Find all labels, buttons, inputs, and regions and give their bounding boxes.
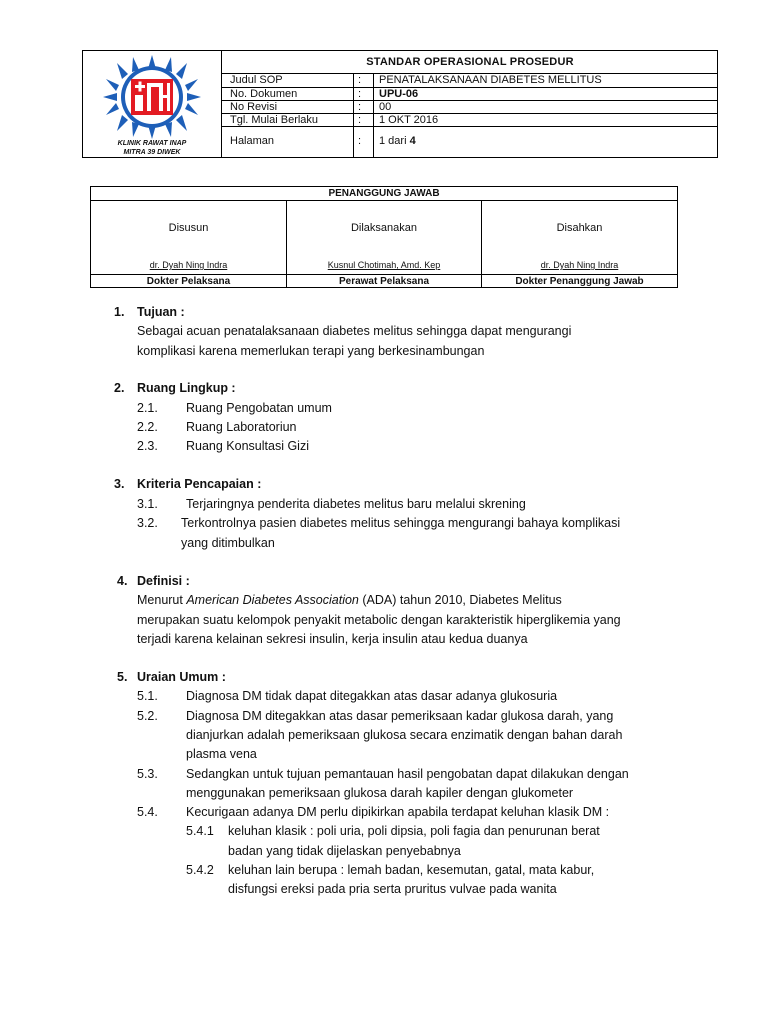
subitem-text: badan yang tidak dijelaskan penyebabnya bbox=[228, 844, 461, 858]
section-number: 2. bbox=[114, 381, 125, 395]
item-text: Kecurigaan adanya DM perlu dipikirkan apabila terdapat keluhan klasik DM : bbox=[186, 805, 610, 819]
section-title-uraian: Uraian Umum : bbox=[137, 670, 226, 684]
item-text: Diagnosa DM tidak dapat ditegakkan atas dasar adanya glukosuria bbox=[186, 689, 558, 703]
item-number: 5.1. bbox=[137, 689, 158, 703]
section-number: 1. bbox=[114, 305, 125, 319]
subitem-text: keluhan klasik : poli uria, poli dipsia, poli fagia dan penurunan berat bbox=[228, 824, 600, 838]
sop-header bbox=[82, 50, 718, 158]
divider bbox=[373, 74, 374, 157]
pj-name: dr. Dyah Ning Indra bbox=[149, 260, 228, 270]
subitem-number: 5.4.2 bbox=[186, 863, 214, 877]
text-run: Menurut bbox=[137, 593, 187, 607]
subitem-number: 5.4.1 bbox=[186, 824, 214, 838]
item-number: 2.2. bbox=[137, 420, 158, 434]
row-colon: : bbox=[358, 88, 362, 100]
text-run: (ADA) tahun 2010, Diabetes Melitus bbox=[358, 593, 562, 607]
section-title-kriteria: Kriteria Pencapaian : bbox=[137, 477, 262, 491]
subitem-text: keluhan lain berupa : lemah badan, kesemutan, gatal, mata kabur, bbox=[228, 863, 595, 877]
item-text: plasma vena bbox=[186, 747, 257, 761]
row-value: UPU-06 bbox=[379, 88, 419, 100]
item-number: 3.1. bbox=[137, 497, 158, 511]
item-text: Terkontrolnya pasien diabetes melitus sehingga mengurangi bahaya komplikasi bbox=[181, 516, 621, 530]
section-title-definisi: Definisi : bbox=[137, 574, 190, 588]
pj-name: dr. Dyah Ning Indra bbox=[540, 260, 619, 270]
pj-role: Disahkan bbox=[556, 222, 603, 234]
divider bbox=[353, 74, 354, 157]
row-value: 00 bbox=[379, 101, 392, 113]
section-title-ruang-lingkup: Ruang Lingkup : bbox=[137, 381, 236, 395]
row-value: PENATALAKSANAAN DIABETES MELLITUS bbox=[379, 74, 602, 86]
row-label: Tgl. Mulai Berlaku bbox=[230, 114, 319, 126]
pj-heading: PENANGGUNG JAWAB bbox=[91, 187, 677, 201]
row-colon: : bbox=[358, 135, 362, 147]
section-title-tujuan: Tujuan : bbox=[137, 305, 185, 319]
pj-footer: Dokter Pelaksana bbox=[146, 276, 231, 287]
logo-caption-2: MITRA 39 DIWEK bbox=[123, 149, 181, 156]
header-row-judul bbox=[222, 74, 718, 88]
row-colon: : bbox=[358, 74, 362, 86]
item-number: 5.3. bbox=[137, 767, 158, 781]
section-number: 5. bbox=[117, 670, 128, 684]
pj-col-dilaksanakan bbox=[287, 200, 481, 274]
item-text: Ruang Pengobatan umum bbox=[186, 401, 332, 415]
header-row-tanggal bbox=[222, 114, 718, 127]
pj-col-disusun bbox=[91, 200, 286, 274]
item-number: 5.2. bbox=[137, 709, 158, 723]
pj-footer: Perawat Pelaksana bbox=[338, 276, 430, 287]
row-value bbox=[379, 135, 416, 147]
item-number: 5.4. bbox=[137, 805, 158, 819]
item-text: Sedangkan untuk tujuan pemantauan hasil pengobatan dapat dilakukan dengan bbox=[186, 767, 629, 781]
header-row-revisi bbox=[222, 101, 718, 114]
item-text: Ruang Laboratoriun bbox=[186, 420, 297, 434]
item-text-cont: yang ditimbulkan bbox=[181, 536, 275, 550]
row-colon: : bbox=[358, 101, 362, 113]
item-text: Ruang Konsultasi Gizi bbox=[186, 439, 309, 453]
pj-role: Dilaksanakan bbox=[350, 222, 418, 234]
item-number: 2.1. bbox=[137, 401, 158, 415]
pj-footer-row bbox=[91, 274, 677, 288]
logo-caption-1: KLINIK RAWAT INAP bbox=[117, 140, 187, 147]
item-text: Diagnosa DM ditegakkan atas dasar pemeriksaan kadar glukosa darah, yang bbox=[186, 709, 614, 723]
logo-cell bbox=[83, 51, 222, 157]
pj-role: Disusun bbox=[168, 222, 209, 234]
body-line: Sebagai acuan penatalaksanaan diabetes melitus sehingga dapat mengurangi bbox=[137, 324, 572, 338]
text-run-italic: American Diabetes Association bbox=[186, 593, 359, 607]
row-value: 1 OKT 2016 bbox=[379, 114, 439, 126]
header-row-halaman bbox=[222, 135, 718, 149]
page-total: 4 bbox=[409, 135, 416, 147]
pj-footer: Dokter Penanggung Jawab bbox=[515, 276, 644, 287]
row-label: No. Dokumen bbox=[230, 88, 298, 100]
item-number: 3.2. bbox=[137, 516, 158, 530]
body-line: merupakan suatu kelompok penyakit metabolic dengan karakteristik hiperglikemia yang bbox=[137, 613, 621, 627]
item-text: menggunakan pemeriksaan glukosa darah kapiler dengan glukometer bbox=[186, 786, 574, 800]
pj-name: Kusnul Chotimah, Amd. Kep bbox=[327, 260, 441, 270]
page-prefix: 1 dari bbox=[379, 135, 410, 147]
penanggung-jawab-table bbox=[90, 186, 678, 288]
header-row-dokumen bbox=[222, 88, 718, 101]
subitem-text: disfungsi ereksi pada pria serta pruritus vulvae pada wanita bbox=[228, 882, 557, 896]
row-label: Judul SOP bbox=[230, 74, 283, 86]
body-line: terjadi karena kelainan sekresi insulin, kerja insulin atau kedua duanya bbox=[137, 632, 528, 646]
body-line: komplikasi karena memerlukan terapi yang berkesinambungan bbox=[137, 344, 485, 358]
row-label: Halaman bbox=[230, 135, 275, 147]
row-colon: : bbox=[358, 114, 362, 126]
clinic-logo-icon bbox=[103, 55, 201, 139]
item-text: Terjaringnya penderita diabetes melitus baru melalui skrening bbox=[186, 497, 526, 511]
item-text: dianjurkan adalah pemeriksaan glukosa secara enzimatik dengan bahan darah bbox=[186, 728, 623, 742]
sop-title: STANDAR OPERASIONAL PROSEDUR bbox=[222, 51, 718, 74]
item-number: 2.3. bbox=[137, 439, 158, 453]
section-number: 3. bbox=[114, 477, 125, 491]
row-label: No Revisi bbox=[230, 101, 278, 113]
pj-col-disahkan bbox=[482, 200, 677, 274]
section-number: 4. bbox=[117, 574, 128, 588]
body-line bbox=[137, 591, 562, 610]
